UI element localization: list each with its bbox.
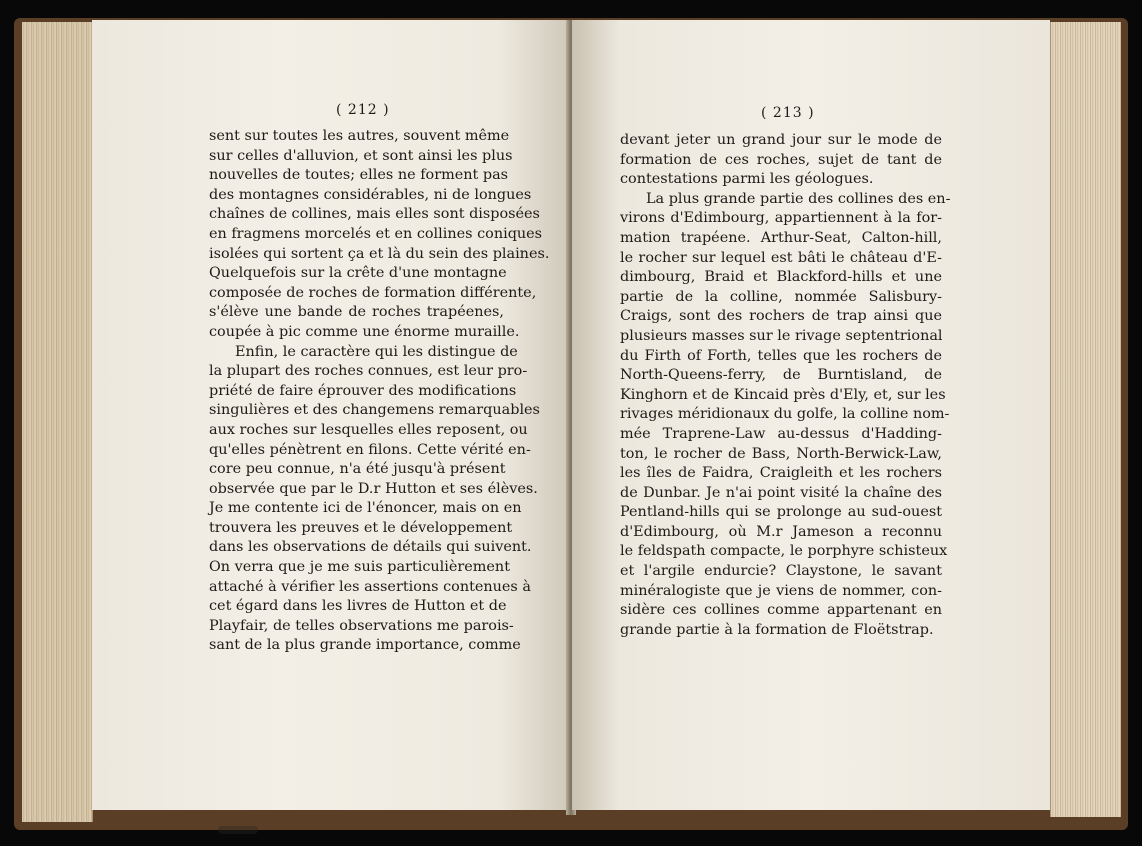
text-line: sidère ces collines comme appartenant en bbox=[620, 602, 942, 619]
text-line: de Dunbar. Je n'ai point visité la chaîne des bbox=[620, 484, 942, 501]
text-line: core peu connue, n'a été jusqu'à présent bbox=[209, 461, 506, 478]
text-line: nouvelles de toutes; elles ne forment pas bbox=[209, 167, 509, 184]
text-line: virons d'Edimbourg, appartiennent à la for- bbox=[620, 210, 942, 227]
text-line: en fragmens morcelés et en collines coniques bbox=[209, 225, 543, 242]
text-line: d'Edimbourg, où M.r Jameson a reconnu bbox=[620, 523, 942, 540]
text-line: composée de roches de formation différente, bbox=[209, 284, 537, 301]
text-line: formation de ces roches, sujet de tant de bbox=[620, 151, 942, 168]
text-line: priété de faire éprouver des modifications bbox=[209, 382, 517, 399]
text-line: le feldspath compacte, le porphyre schisteux bbox=[620, 543, 948, 560]
text-line: la plupart des roches connues, est leur pro- bbox=[209, 363, 528, 380]
text-line: Playfair, de telles observations me parois- bbox=[209, 617, 514, 634]
text-line: La plus grande partie des collines des en- bbox=[646, 190, 951, 207]
text-line: devant jeter un grand jour sur le mode de bbox=[620, 132, 942, 148]
text-line: et l'argile endurcie? Claystone, le savant bbox=[620, 563, 942, 580]
text-line: qu'elles pénètrent en filons. Cette vérité en- bbox=[209, 441, 531, 458]
text-line: Pentland-hills qui se prolonge au sud-ouest bbox=[620, 504, 942, 521]
text-line: cet égard dans les livres de Hutton et de bbox=[209, 598, 507, 615]
text-line: rivages méridionaux du golfe, la colline nom- bbox=[620, 406, 950, 423]
text-line: chaînes de collines, mais elles sont disposées bbox=[209, 206, 540, 223]
text-line: Je me contente ici de l'énoncer, mais on en bbox=[209, 500, 522, 517]
text-line: sant de la plus grande importance, comme bbox=[209, 637, 521, 654]
text-line: contestations parmi les géologues. bbox=[620, 171, 874, 188]
text-line: North-Queens-ferry, de Burntisland, de bbox=[620, 367, 942, 384]
text-line: On verra que je me suis particulièrement bbox=[209, 559, 510, 576]
left-page-text bbox=[209, 127, 550, 656]
text-line: aux roches sur lesquelles elles reposent, ou bbox=[209, 421, 528, 438]
text-line: grande partie à la formation de Floëtstrap. bbox=[620, 621, 934, 638]
text-line: coupée à pic comme une énorme muraille. bbox=[209, 323, 520, 340]
right-page-text bbox=[620, 131, 951, 640]
text-line: les îles de Faidra, Craigleith et les rochers bbox=[620, 465, 942, 482]
text-line: partie de la colline, nommée Salisbury- bbox=[620, 288, 942, 305]
text-line: observée que par le D.r Hutton et ses élèves. bbox=[209, 480, 538, 497]
left-page bbox=[92, 20, 570, 810]
text-line: trouvera les preuves et le développement bbox=[209, 519, 513, 536]
text-line: mation trapéene. Arthur-Seat, Calton-hill, bbox=[620, 229, 942, 246]
text-line: sent sur toutes les autres, souvent même bbox=[209, 128, 510, 144]
text-line: dans les observations de détails qui suivent. bbox=[209, 539, 532, 556]
text-line: Quelquefois sur la crête d'une montagne bbox=[209, 265, 507, 282]
text-line: sur celles d'alluvion, et sont ainsi les plus bbox=[209, 147, 513, 164]
right-page-number: ( 213 ) bbox=[761, 105, 815, 121]
text-line: Kinghorn et de Kincaid près d'Ely, et, sur les bbox=[620, 386, 946, 403]
text-line: le rocher sur lequel est bâti le château d'E- bbox=[620, 249, 942, 266]
left-page-edges bbox=[22, 22, 93, 822]
text-line: minéralogiste que je viens de nommer, con- bbox=[620, 582, 942, 599]
text-line: dimbourg, Braid et Blackford-hills et une bbox=[620, 269, 942, 286]
text-line: isolées qui sortent ça et là du sein des plaines. bbox=[209, 245, 550, 262]
text-line: Craigs, sont des rochers de trap ainsi que bbox=[620, 308, 942, 325]
text-line: plusieurs masses sur le rivage septentrional bbox=[620, 327, 943, 344]
text-line: attaché à vérifier les assertions contenues à bbox=[209, 578, 531, 595]
right-page-edges bbox=[1050, 22, 1121, 817]
text-line: Enfin, le caractère qui les distingue de bbox=[235, 343, 518, 360]
text-line: ton, le rocher de Bass, North-Berwick-Law, bbox=[620, 445, 942, 462]
text-line: singulières et des changemens remarquables bbox=[209, 402, 540, 419]
ink-smudge bbox=[218, 826, 258, 834]
text-line: du Firth of Forth, telles que les rochers de bbox=[620, 347, 942, 364]
text-line: mée Traprene-Law au-dessus d'Hadding- bbox=[620, 425, 942, 442]
text-line: des montagnes considérables, ni de longues bbox=[209, 186, 532, 203]
text-line: s'élève une bande de roches trapéenes, bbox=[209, 304, 504, 321]
left-page-number: ( 212 ) bbox=[336, 102, 390, 118]
right-page bbox=[572, 20, 1050, 810]
